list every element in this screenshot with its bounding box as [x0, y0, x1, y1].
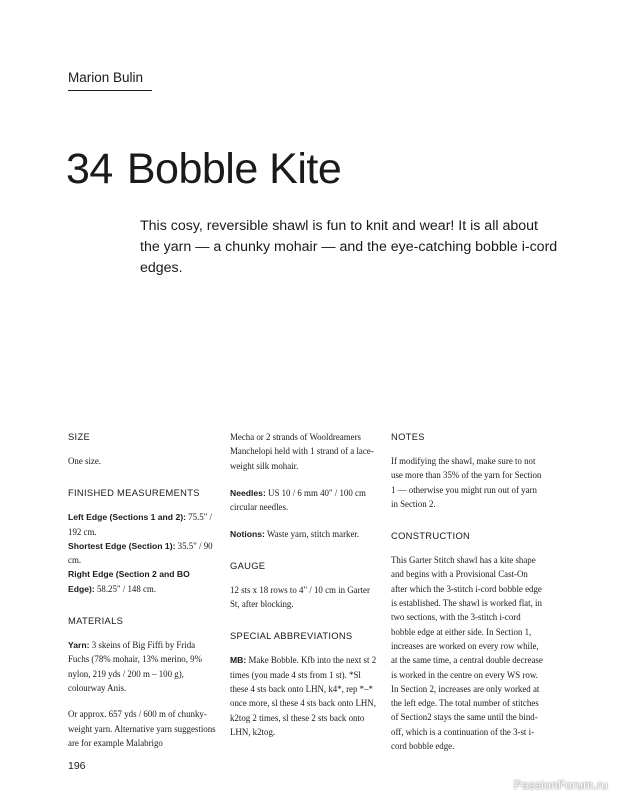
materials-heading: MATERIALS — [68, 615, 124, 627]
notions-value: Waste yarn, stitch marker. — [264, 528, 360, 539]
notions-label: Notions: — [230, 528, 265, 539]
gauge-text: 12 sts x 18 rows to 4" / 10 cm in Garter St, after blocking. — [230, 584, 370, 610]
mb-label: MB: — [230, 655, 247, 666]
shortest-edge-value: 35.5" / 90 cm. — [68, 540, 213, 566]
column-right — [391, 430, 543, 753]
finished-measurements-heading: FINISHED MEASUREMENTS — [68, 487, 200, 499]
construction-text: This Garter Stitch shawl has a kite shape and begins with a Provisional Cast-On after which the 3-stitch i-cord bobble edge is established. The shawl is worked flat, in two sections, with the 3-stitch i-cord bobble edge at either side. In Section 1, increases are worked on every row while, at the same time, a central double decrease is worked in the centre on every WS row. In Section 2, increases are only worked at the left edge. The total number of stitches of Section2 stays the same until the bind-off, which is a continuation of the 3-st i-cord bobble edge. — [391, 555, 543, 752]
needles-text — [230, 486, 378, 515]
notes-text: If modifying the shawl, make sure to not use more than 35% of the yarn for Section 1 — otherwise you might run out of yarn in Section 2. — [391, 456, 542, 509]
right-edge-label: Right Edge (Section 2 and BO Edge): — [68, 569, 190, 594]
construction-heading: CONSTRUCTION — [391, 530, 471, 542]
yarn-label: Yarn: — [68, 640, 90, 651]
needles-value: US 10 / 6 mm 40" / 100 cm circular needles. — [230, 488, 366, 513]
mb-value: Make Bobble. Kfb into the next st 2 times (you made 4 sts from 1 st). *Sl these 4 sts back onto LHN, k4*, rep *–* once more, sl these 4 sts back onto LHN, k2tog 2 times, sl these 2 sts back onto LHN, k2tog. — [230, 655, 377, 737]
size-text: One size. — [68, 456, 102, 466]
left-edge-label: Left Edge (Sections 1 and 2): — [68, 512, 186, 523]
pattern-title — [66, 145, 342, 193]
pattern-number: 34 — [66, 145, 113, 193]
column-left — [68, 430, 218, 750]
notes-heading: NOTES — [391, 431, 425, 442]
author-name: Marion Bulin — [68, 70, 152, 91]
abbreviations-heading: SPECIAL ABBREVIATIONS — [230, 630, 353, 642]
shortest-edge-measurement — [68, 539, 218, 568]
column-middle — [230, 430, 378, 739]
watermark-text: PassionForum.ru — [513, 778, 608, 792]
mb-abbreviation — [230, 653, 378, 739]
shortest-edge-label: Shortest Edge (Section 1): — [68, 540, 176, 551]
right-edge-measurement — [68, 567, 218, 596]
yarn-value: 3 skeins of Big Fiffi by Frida Fuchs (78% mohair, 13% merino, 9% nylon, 219 yds / 200 m – 100 g), colourway Anis. — [68, 640, 202, 693]
intro-paragraph: This cosy, reversible shawl is fun to knit and wear! It is all about the yarn — a chunky mohair — and the eye-catching bobble i-cord edges. — [140, 218, 558, 276]
notions-text — [230, 527, 378, 541]
gauge-heading: GAUGE — [230, 559, 266, 571]
page-number: 196 — [68, 760, 86, 772]
size-heading: SIZE — [68, 431, 91, 442]
left-edge-value: 75.5" / 192 cm. — [68, 512, 213, 537]
needles-label: Needles: — [230, 488, 266, 498]
left-edge-measurement — [68, 510, 218, 539]
alt-yarn-text-continued: Mecha or 2 strands of Wooldreamers Manchelopi held with 1 strand of a lace-weight silk mohair. — [230, 432, 374, 471]
alt-yarn-text: Or approx. 657 yds / 600 m of chunky-weight yarn. Alternative yarn suggestions are for example Malabrigo — [68, 709, 216, 748]
right-edge-value: 58.25" / 148 cm. — [94, 583, 157, 594]
pattern-name: Bobble Kite — [126, 145, 342, 193]
yarn-text — [68, 638, 218, 695]
